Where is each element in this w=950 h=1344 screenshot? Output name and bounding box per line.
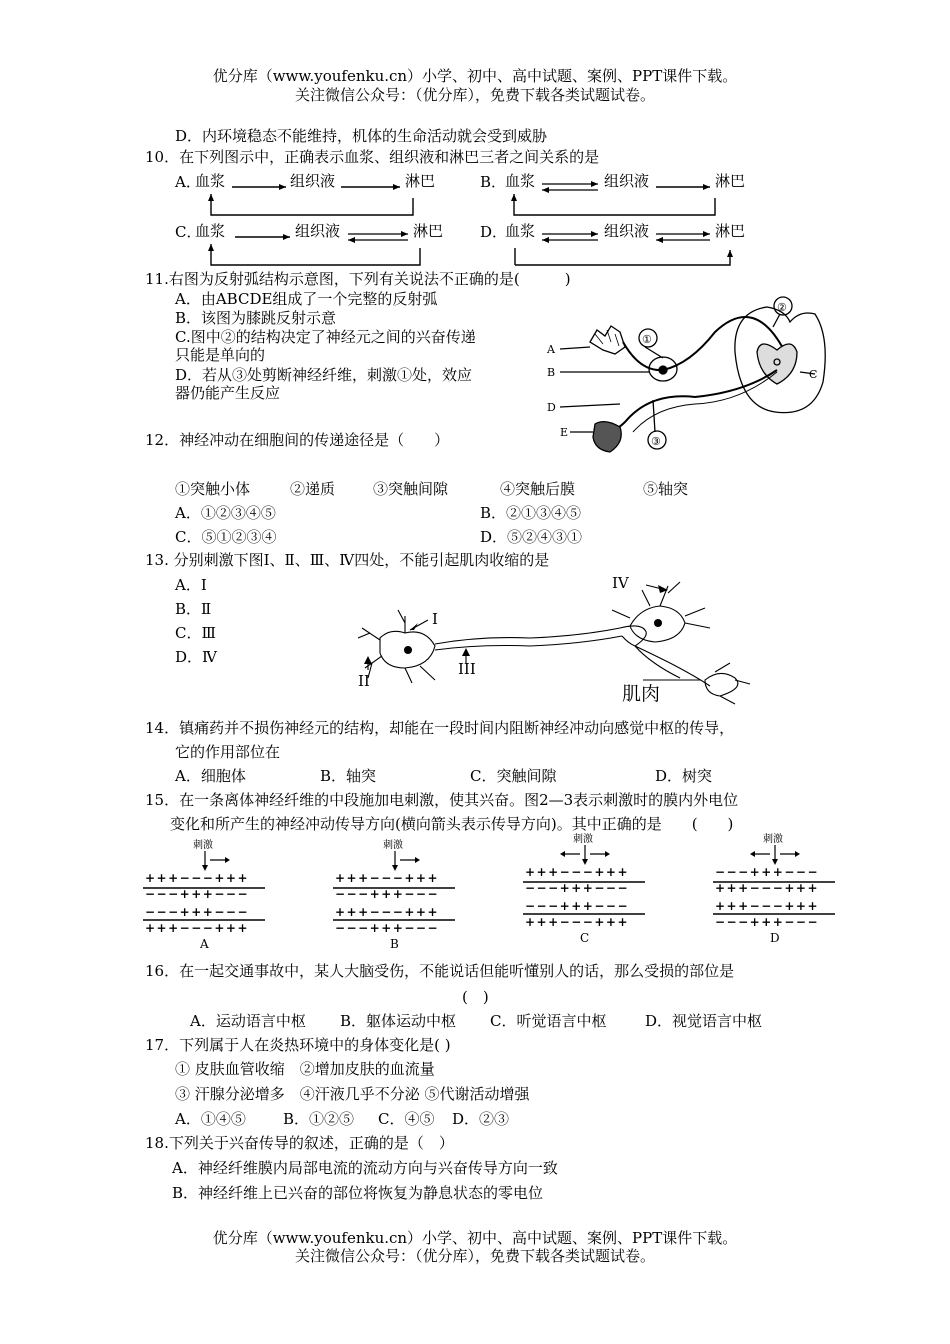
q14-stem-line1: 14．镇痛药并不损伤神经元的结构，却能在一段时间内阻断神经冲动向感觉中枢的传导，	[145, 719, 735, 737]
marker-ii: II	[358, 672, 370, 690]
diagram-label: B	[390, 937, 399, 950]
neuron-figure	[350, 568, 770, 713]
label-line-2	[773, 314, 780, 327]
charge-row: −−−+++−−−	[715, 865, 819, 879]
marker-iii: III	[458, 660, 476, 678]
q16-option-c: C．听觉语言中枢	[490, 1012, 607, 1030]
diagram-label: A	[200, 937, 209, 950]
q10a-return-arrow	[211, 194, 413, 215]
q15-diagram-d	[713, 832, 838, 944]
q12-item-2: ②递质	[290, 480, 336, 498]
neuron2-nucleus	[655, 620, 662, 627]
charge-row: −−−+++−−−	[715, 915, 819, 929]
q10-diagrams	[0, 0, 950, 300]
q13-option-c: C．Ⅲ	[175, 624, 216, 642]
fig-num-3: ③	[651, 435, 661, 448]
q10c-plasma: 血浆	[195, 222, 226, 240]
q11-option-d-line2: 器仍能产生反应	[175, 384, 281, 402]
q18-option-a: A．神经纤维膜内局部电流的流动方向与兴奋传导方向一致	[172, 1159, 558, 1177]
effector-muscle	[593, 422, 621, 452]
q10c-return-arrow	[211, 244, 420, 265]
q18-option-b: B．神经纤维上已兴奋的部位将恢复为静息状态的零电位	[172, 1184, 544, 1202]
q17-option-a: A．①④⑤	[175, 1110, 246, 1128]
q15-stem-line1: 15．在一条离体神经纤维的中段施加电刺激，使其兴奋。图2—3表示刺激时的膜内外电位	[145, 791, 739, 809]
q12-option-d: D．⑤②④③①	[480, 528, 583, 546]
q10c-tissue: 组织液	[295, 222, 341, 240]
axon-terminal	[620, 626, 710, 686]
muscle-fibers	[715, 663, 750, 704]
label-line-1	[645, 347, 663, 358]
fig-num-2: ②	[777, 301, 787, 314]
charge-row: +++−−−+++	[335, 905, 439, 919]
marker-i: I	[432, 610, 438, 628]
q17-stem: 17．下列属于人在炎热环境中的身体变化是( )	[145, 1036, 451, 1054]
q12-option-a: A．①②③④⑤	[175, 504, 276, 522]
q14-option-b: B．轴突	[320, 767, 377, 785]
charge-row: −−−+++−−−	[335, 887, 439, 901]
charge-row: +++−−−+++	[145, 921, 249, 935]
charge-row: +++−−−+++	[335, 871, 439, 885]
q10b-tissue: 组织液	[604, 172, 650, 190]
axon-upper	[435, 628, 620, 644]
header-line-2: 关注微信公众号：（优分库），免费下载各类试题试卷。	[294, 86, 655, 104]
q14-option-c: C．突触间隙	[470, 767, 557, 785]
q14-option-d: D．树突	[655, 767, 713, 785]
fig-label-b: B	[547, 366, 556, 379]
fig-label-c: C	[809, 368, 818, 381]
q13-option-d: D．Ⅳ	[175, 648, 218, 666]
q11-option-c-line2: 只能是单向的	[175, 346, 266, 364]
q12-option-b: B．②①③④⑤	[480, 504, 582, 522]
q10-label-d: D．	[480, 223, 508, 241]
fig-label-e: E	[560, 426, 569, 439]
q10a-lymph: 淋巴	[405, 172, 436, 190]
q12-item-4: ④突触后膜	[500, 480, 576, 498]
q14-stem-line2: 它的作用部位在	[175, 743, 281, 761]
q10d-plasma: 血浆	[505, 222, 536, 240]
charge-row: +++−−−+++	[715, 881, 819, 895]
q12-item-3: ③突触间隙	[373, 480, 449, 498]
charge-row: −−−+++−−−	[145, 905, 249, 919]
ganglion-body	[659, 366, 667, 374]
q12-item-5: ⑤轴突	[643, 480, 689, 498]
q16-paren: ( )	[462, 988, 489, 1006]
muscle-shape	[705, 673, 738, 696]
reflex-arc-figure	[545, 292, 830, 467]
q10-stem: 10．在下列图示中，正确表示血浆、组织液和淋巴三者之间关系的是	[145, 148, 600, 166]
q10-label-a: A．	[175, 173, 201, 191]
q12-stem: 12．神经冲动在细胞间的传递途径是（ ）	[145, 431, 450, 449]
charge-row: −−−+++−−−	[335, 921, 439, 935]
charge-row: +++−−−+++	[715, 899, 819, 913]
q17-option-c: C．④⑤	[378, 1110, 435, 1128]
q18-stem: 18.下列关于兴奋传导的叙述，正确的是（ ）	[145, 1134, 454, 1152]
fig-num-1: ①	[642, 333, 652, 346]
q10d-return-arrow	[515, 250, 730, 265]
q16-stem: 16．在一起交通事故中，某人大脑受伤，不能说话但能听懂别人的话，那么受损的部位是	[145, 962, 735, 980]
q15-diagram-a	[143, 838, 268, 950]
q17-option-b: B．①②⑤	[283, 1110, 355, 1128]
label-line-d	[560, 404, 620, 407]
neuron1-nucleus	[405, 647, 412, 654]
footer-line-2: 关注微信公众号：（优分库），免费下载各类试题试卷。	[294, 1247, 655, 1265]
fig-label-a: A	[547, 343, 555, 356]
fig-label-d: D	[547, 401, 556, 414]
q16-option-a: A．运动语言中枢	[190, 1012, 306, 1030]
q14-option-a: A．细胞体	[175, 767, 246, 785]
receptor-skin	[590, 326, 625, 354]
q16-option-d: D．视觉语言中枢	[645, 1012, 763, 1030]
q12-item-1: ①突触小体	[175, 480, 251, 498]
q10c-lymph: 淋巴	[413, 222, 444, 240]
q10-label-c: C．	[175, 223, 202, 241]
q11-option-b: B．该图为膝跳反射示意	[175, 309, 337, 327]
charge-row: +++−−−+++	[145, 871, 249, 885]
q13-option-a: A．Ⅰ	[175, 576, 207, 594]
q15-diagram-c	[523, 832, 648, 944]
q10d-lymph: 淋巴	[715, 222, 746, 240]
q11-stem: 11.右图为反射弧结构示意图，下列有关说法不正确的是( )	[145, 270, 571, 288]
q17-items-line2: ③ 汗腺分泌增多 ④汗液几乎不分泌 ⑤代谢活动增强	[175, 1085, 530, 1103]
label-line-a	[560, 347, 590, 349]
q11-option-a: A．由ABCDE组成了一个完整的反射弧	[175, 290, 438, 308]
q15-diagram-b	[333, 838, 458, 950]
q17-items-line1: ① 皮肤血管收缩 ②增加皮肤的血流量	[175, 1060, 435, 1078]
marker-iv: IV	[612, 574, 629, 592]
q13-stem: 13. 分别刺激下图Ⅰ、Ⅱ、Ⅲ、Ⅳ四处，不能引起肌肉收缩的是	[145, 551, 550, 569]
q13-option-b: B．Ⅱ	[175, 600, 212, 618]
header-line-1: 优分库（www.youfenku.cn）小学、初中、高中试题、案例、PPT课件下载。	[212, 67, 738, 85]
q15-stem-line2: 变化和所产生的神经冲动传导方向(横向箭头表示传导方向)。其中正确的是 ( )	[170, 815, 734, 833]
stim-label: 刺激	[573, 834, 593, 845]
q10b-plasma: 血浆	[505, 172, 536, 190]
q16-option-b: B．躯体运动中枢	[340, 1012, 457, 1030]
charge-row: −−−+++−−−	[525, 899, 629, 913]
charge-row: +++−−−+++	[525, 915, 629, 929]
diagram-label: D	[770, 931, 780, 944]
stim-label: 刺激	[193, 840, 213, 851]
charge-row: −−−+++−−−	[525, 881, 629, 895]
stim-label: 刺激	[383, 840, 403, 851]
charge-row: −−−+++−−−	[145, 887, 249, 901]
q10a-plasma: 血浆	[195, 172, 226, 190]
diagram-label: C	[580, 931, 590, 944]
muscle-label: 肌肉	[622, 683, 661, 705]
q11-option-c-line1: C.图中②的结构决定了神经元之间的兴奋传递	[175, 328, 476, 346]
stim-label: 刺激	[763, 834, 783, 845]
q10b-return-arrow	[514, 194, 715, 215]
charge-row: +++−−−+++	[525, 865, 629, 879]
q17-option-d: D．②③	[452, 1110, 510, 1128]
q10d-tissue: 组织液	[604, 222, 650, 240]
q11-option-d-line1: D．若从③处剪断神经纤维，刺激①处，效应	[175, 366, 473, 384]
footer-line-1: 优分库（www.youfenku.cn）小学、初中、高中试题、案例、PPT课件下载。	[212, 1229, 738, 1247]
q10-label-b: B．	[480, 173, 507, 191]
q10b-lymph: 淋巴	[715, 172, 746, 190]
q10a-tissue: 组织液	[290, 172, 336, 190]
q12-option-c: C．⑤①②③④	[175, 528, 277, 546]
q9-option-d: D．内环境稳态不能维持，机体的生命活动就会受到威胁	[175, 127, 548, 145]
motor-fiber	[605, 370, 777, 432]
